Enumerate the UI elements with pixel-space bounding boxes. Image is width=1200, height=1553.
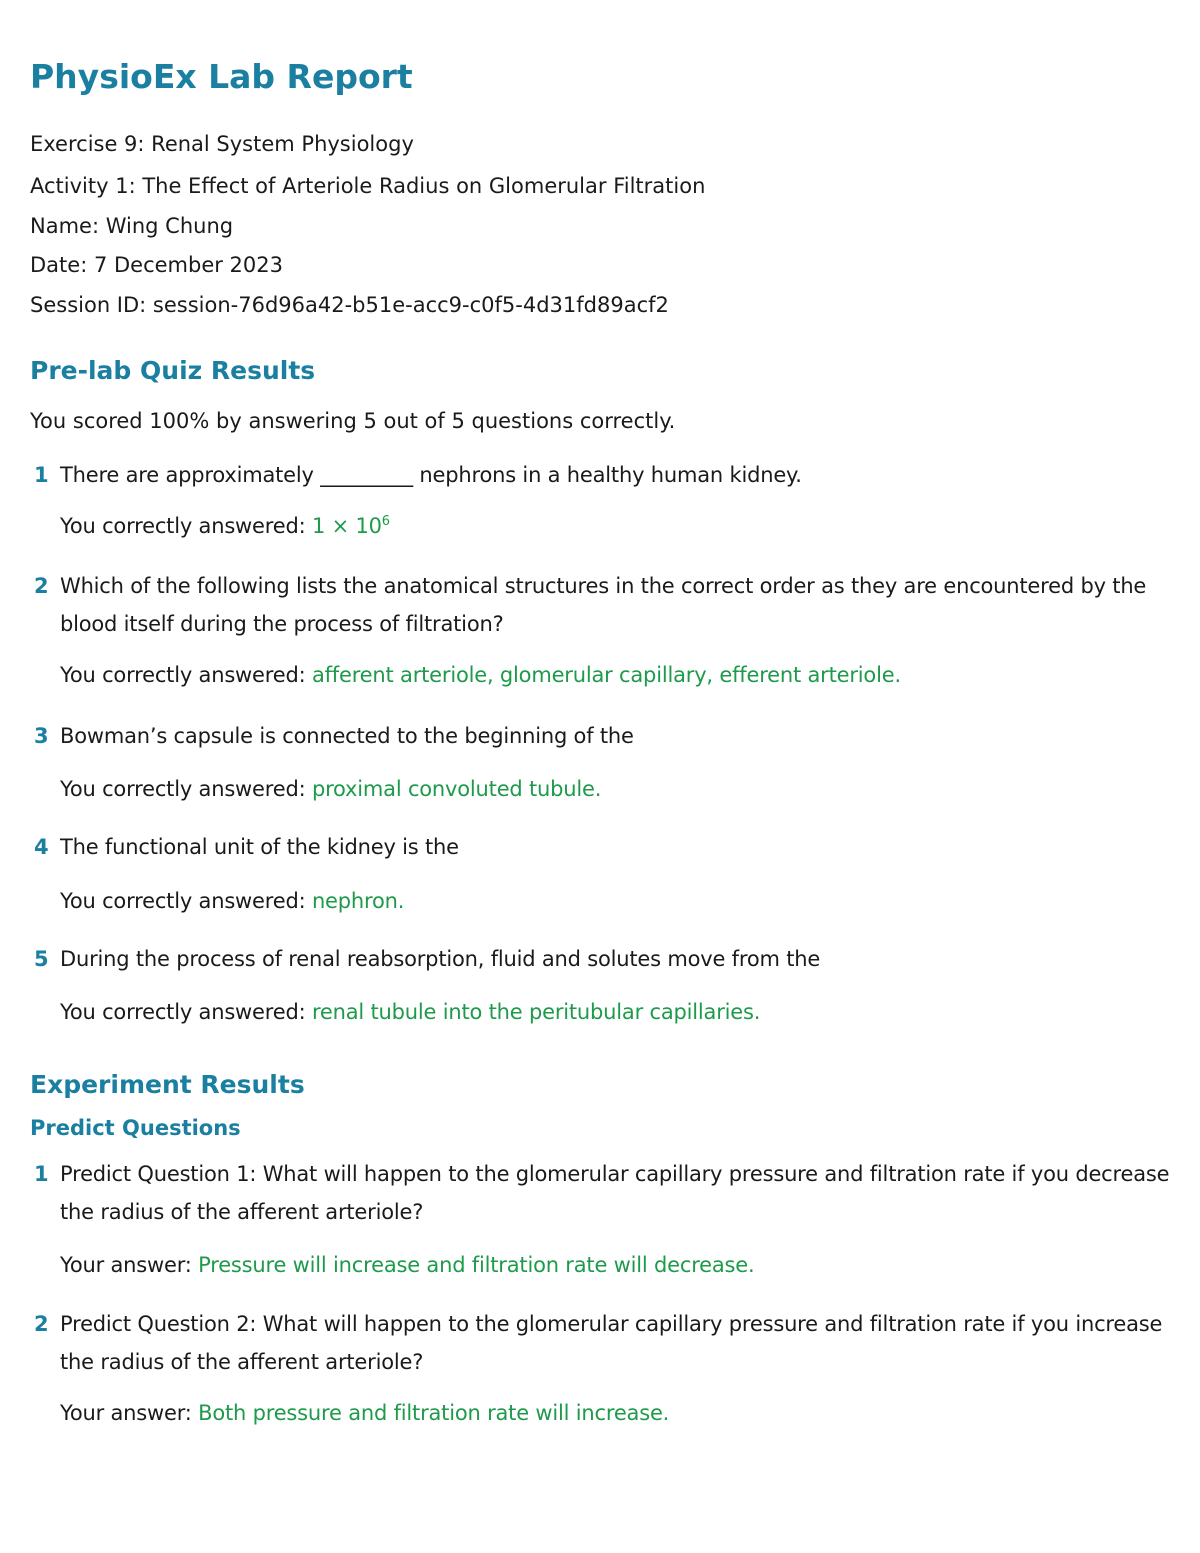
predict-question-text: Predict Question 1: What will happen to the glomerular capillary pressure and filtration rate if you decrease the radius of the afferent arteriole? [60, 1162, 1170, 1224]
answer-value: nephron. [311, 889, 405, 913]
answer-prefix: You correctly answered: [60, 777, 312, 801]
answer-prefix: You correctly answered: [60, 514, 312, 538]
answer-prefix: You correctly answered: [60, 1000, 312, 1024]
question-number: 4 [34, 835, 49, 859]
predict-question-number: 2 [34, 1312, 49, 1336]
answer-prefix: Your answer: [60, 1401, 199, 1425]
exercise-line: Exercise 9: Renal System Physiology [30, 132, 414, 156]
answer-value: Both pressure and filtration rate will increase. [198, 1401, 670, 1425]
predict-question-text: Predict Question 2: What will happen to the glomerular capillary pressure and filtration rate if you increase the radius of the afferent arteriole? [60, 1312, 1163, 1374]
question-text: There are approximately _________ nephrons in a healthy human kidney. [60, 463, 802, 487]
question-number: 2 [34, 574, 49, 598]
answer-exponent: 6 [381, 514, 390, 529]
answer-value: Pressure will increase and filtration rate will decrease. [198, 1253, 755, 1277]
answer-prefix: Your answer: [60, 1253, 199, 1277]
answer-value: afferent arteriole, glomerular capillary, efferent arteriole. [311, 663, 901, 687]
answer-base: 1 × 10 [311, 514, 382, 538]
question-text: During the process of renal reabsorption, fluid and solutes move from the [60, 947, 821, 971]
question-answer [60, 997, 760, 1027]
activity-line: Activity 1: The Effect of Arteriole Radius on Glomerular Filtration [30, 174, 706, 198]
answer-value: proximal convoluted tubule. [311, 777, 602, 801]
question-text: Bowman’s capsule is connected to the beginning of the [60, 724, 634, 748]
report-title: PhysioEx Lab Report [30, 57, 413, 96]
answer-prefix: You correctly answered: [60, 663, 312, 687]
question-answer [60, 774, 601, 804]
question-answer [60, 886, 404, 916]
answer-value [312, 514, 390, 538]
question-number: 1 [34, 463, 49, 487]
predict-heading: Predict Questions [30, 1116, 241, 1140]
question-number: 5 [34, 947, 49, 971]
prelab-score: You scored 100% by answering 5 out of 5 questions correctly. [30, 409, 676, 433]
question-number: 3 [34, 724, 49, 748]
predict-question-number: 1 [34, 1162, 49, 1186]
session-id-line: Session ID: session-76d96a42-b51e-acc9-c0f5-4d31fd89acf2 [30, 293, 669, 317]
answer-prefix: You correctly answered: [60, 889, 312, 913]
name-line: Name: Wing Chung [30, 214, 234, 238]
predict-answer [60, 1398, 669, 1428]
question-answer [60, 660, 901, 690]
experiment-heading: Experiment Results [30, 1070, 305, 1099]
predict-answer [60, 1250, 755, 1280]
date-line: Date: 7 December 2023 [30, 253, 283, 277]
question-text: Which of the following lists the anatomical structures in the correct order as they are encountered by the blood itself during the process of filtration? [60, 574, 1147, 636]
answer-value: renal tubule into the peritubular capillaries. [311, 1000, 761, 1024]
question-answer [60, 511, 390, 541]
prelab-heading: Pre-lab Quiz Results [30, 356, 316, 385]
question-text: The functional unit of the kidney is the [60, 835, 459, 859]
